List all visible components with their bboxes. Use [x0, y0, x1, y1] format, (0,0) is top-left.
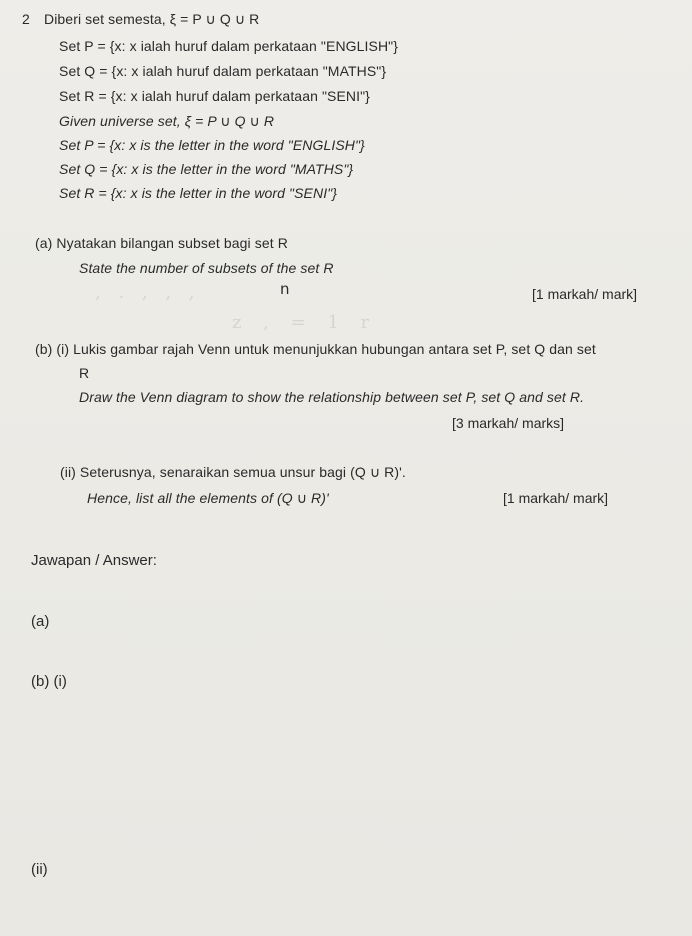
part-a-english: State the number of subsets of the set R — [79, 260, 334, 276]
english-set-q: Set Q = {x: x is the letter in the word "MATHS"} — [59, 161, 354, 177]
english-universe-line: Given universe set, ξ = P ∪ Q ∪ R — [59, 113, 275, 129]
answer-label-b-i: (b) (i) — [31, 673, 67, 690]
part-b-i-malay-line1: (b) (i) Lukis gambar rajah Venn untuk menunjukkan hubungan antara set P, set Q dan set — [35, 341, 596, 357]
answer-label-a: (a) — [31, 613, 50, 630]
part-b-i-malay-line2: R — [79, 365, 90, 381]
bleed-through-marks: z , = 1 r — [232, 312, 378, 333]
handwritten-mark: n — [280, 280, 290, 298]
part-b-i-marks: [3 markah/ marks] — [452, 415, 565, 431]
answer-heading: Jawapan / Answer: — [31, 552, 157, 569]
english-set-r: Set R = {x: x is the letter in the word "SENI"} — [59, 185, 338, 201]
answer-label-b-ii: (ii) — [31, 861, 48, 878]
part-a-malay: (a) Nyatakan bilangan subset bagi set R — [35, 235, 288, 251]
part-b-ii-english: Hence, list all the elements of (Q ∪ R)' — [87, 490, 329, 506]
malay-set-r: Set R = {x: x ialah huruf dalam perkataan "SENI"} — [59, 88, 370, 104]
malay-set-p: Set P = {x: x ialah huruf dalam perkataan "ENGLISH"} — [59, 38, 399, 54]
part-b-ii-malay: (ii) Seterusnya, senaraikan semua unsur bagi (Q ∪ R)'. — [60, 464, 406, 480]
malay-set-q: Set Q = {x: x ialah huruf dalam perkataan "MATHS"} — [59, 63, 387, 79]
english-set-p: Set P = {x: x is the letter in the word "ENGLISH"} — [59, 137, 365, 153]
question-number: 2 — [22, 11, 30, 27]
bleed-through-marks: , . , , , — [95, 282, 201, 303]
malay-universe-line: Diberi set semesta, ξ = P ∪ Q ∪ R — [44, 11, 260, 27]
part-b-ii-marks: [1 markah/ mark] — [503, 490, 609, 506]
part-a-marks: [1 markah/ mark] — [532, 286, 638, 302]
part-b-i-english: Draw the Venn diagram to show the relationship between set P, set Q and set R. — [79, 389, 585, 405]
